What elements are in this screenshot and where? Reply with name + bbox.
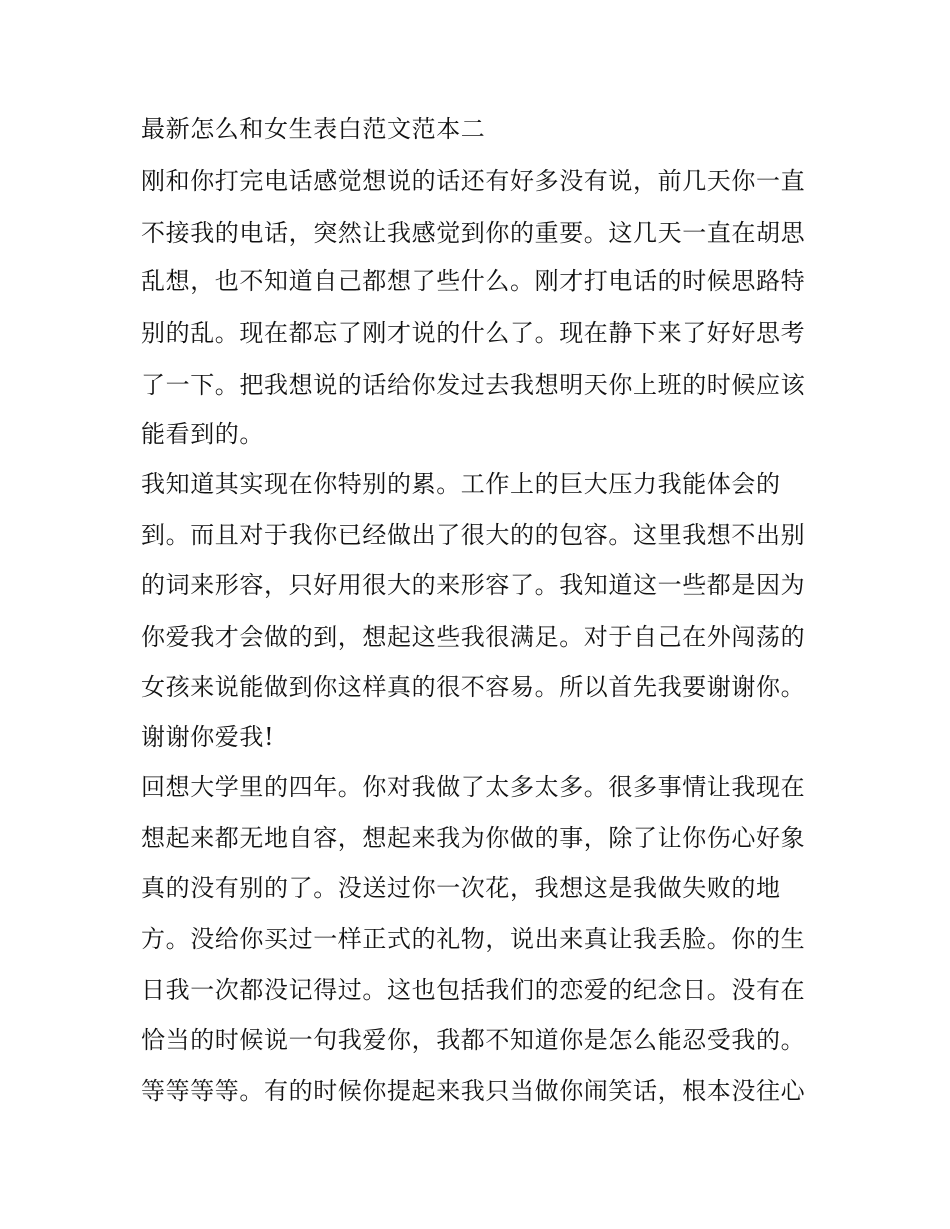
text-line: 乱想，也不知道自己都想了些什么。刚才打电话的时候思路特 [141, 267, 806, 295]
text-line: 方。没给你买过一样正式的礼物，说出来真让我丢脸。你的生 [141, 925, 806, 953]
text-line: 女孩来说能做到你这样真的很不容易。所以首先我要谢谢你。 [141, 673, 806, 701]
text-line: 你爱我才会做的到，想起这些我很满足。对于自己在外闯荡的 [141, 623, 806, 651]
text-line: 回想大学里的四年。你对我做了太多太多。很多事情让我现在 [141, 773, 806, 801]
text-line: 刚和你打完电话感觉想说的话还有好多没有说，前几天你一直 [141, 167, 806, 195]
text-line: 真的没有别的了。没送过你一次花，我想这是我做失败的地 [141, 874, 781, 902]
text-line: 能看到的。 [141, 420, 264, 448]
text-line: 我知道其实现在你特别的累。工作上的巨大压力我能体会的 [141, 470, 781, 498]
text-line: 谢谢你爱我! [141, 723, 275, 751]
text-line: 的词来形容，只好用很大的来形容了。我知道这一些都是因为 [141, 571, 806, 599]
text-line: 想起来都无地自容，想起来我为你做的事，除了让你伤心好象 [141, 824, 806, 852]
text-line: 日我一次都没记得过。这也包括我们的恋爱的纪念日。没有在 [141, 976, 806, 1004]
text-line: 等等等等。有的时候你提起来我只当做你闹笑话，根本没往心 [141, 1077, 806, 1105]
text-line: 不接我的电话，突然让我感觉到你的重要。这几天一直在胡思 [141, 219, 806, 247]
text-line: 恰当的时候说一句我爱你，我都不知道你是怎么能忍受我的。 [141, 1026, 806, 1054]
text-line: 到。而且对于我你已经做出了很大的的包容。这里我想不出别 [141, 521, 806, 549]
document-title: 最新怎么和女生表白范文范本二 [141, 115, 486, 143]
text-line: 别的乱。现在都忘了刚才说的什么了。现在静下来了好好思考 [141, 319, 806, 347]
text-line: 了一下。把我想说的话给你发过去我想明天你上班的时候应该 [141, 371, 806, 399]
